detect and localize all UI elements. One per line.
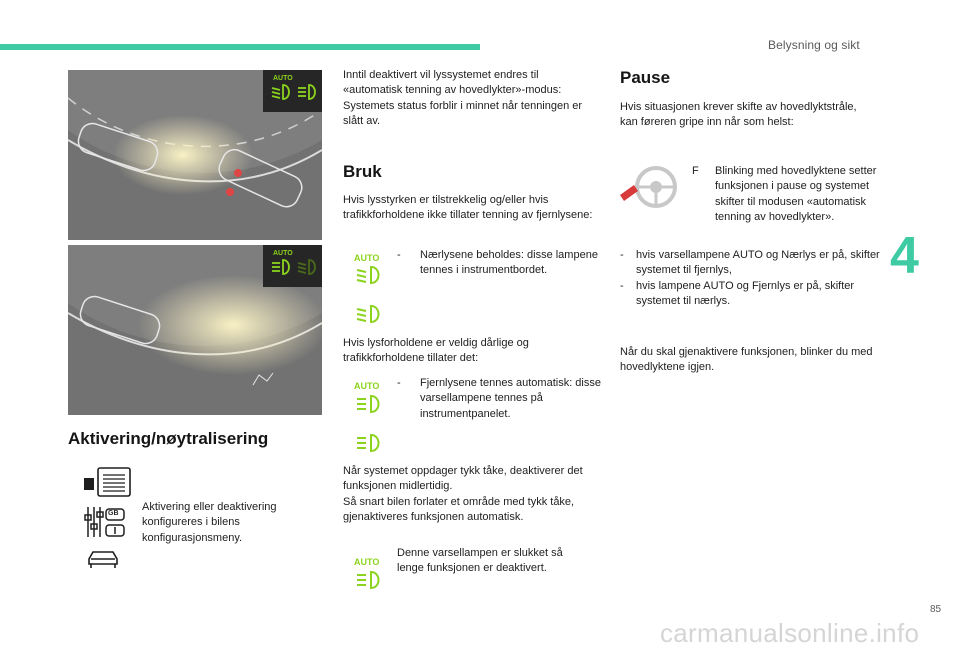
dipped-beam-icon xyxy=(271,83,293,106)
heading-activation: Aktivering/nøytralisering xyxy=(68,429,269,448)
auto-dipped-beam-lamp-icon xyxy=(354,253,384,290)
heading-bruk: Bruk xyxy=(343,162,382,181)
auto-label-3: AUTO xyxy=(354,557,380,567)
main-beam-icon xyxy=(271,258,293,281)
intro-text: Inntil deaktivert vil lyssystemet endres til «automatisk tenning av hovedlykter»-modus: Systemets status forblir i minnet når tenningen er slått av. xyxy=(343,69,583,128)
lamp-auto-label-2: AUTO xyxy=(273,250,293,257)
auto-label: AUTO xyxy=(354,253,380,263)
bruk-p2: Hvis lysforholdene er veldig dårlige og trafikkforholdene tillater det: xyxy=(343,337,529,365)
auto-main-beam-lamp-icon xyxy=(354,381,384,420)
steering-wheel-flash-icon xyxy=(618,165,684,216)
car-icon xyxy=(86,549,120,576)
bruk-p1: Hvis lysstyrken er tilstrekkelig og/eller hvis trafikkforholdene ikke tillater tenning av fjernlysene: xyxy=(343,194,593,222)
page-number: 85 xyxy=(930,604,942,615)
activation-text: Aktivering eller deaktivering konfigureres i bilens konfigurasjonsmeny. xyxy=(142,501,277,544)
auto-lamp-off-icon xyxy=(354,557,384,596)
main-beam-icon-off xyxy=(297,83,319,106)
dipped-beam-lamp-icon xyxy=(354,303,384,330)
illustration-oncoming-car xyxy=(68,70,322,240)
auto-label-2: AUTO xyxy=(354,381,380,391)
heading-pause: Pause xyxy=(620,68,671,87)
lamp-auto-label: AUTO xyxy=(273,75,293,82)
bruk-p3: Når systemet oppdager tykk tåke, deaktiverer det funksjonen midlertidig. xyxy=(343,465,583,493)
bruk-item3: Denne varsellampen er slukket så lenge funksjonen er deaktivert. xyxy=(397,547,563,575)
illustration-main-beam xyxy=(68,245,322,415)
header-accent-bar xyxy=(0,44,480,50)
dipped-beam-icon-off xyxy=(297,258,319,281)
settings-controls-icon xyxy=(84,505,128,546)
bruk-item1: - Nærlysene beholdes: disse lampene tennes i instrumentbordet. xyxy=(397,249,598,277)
bruk-item2: - Fjernlysene tennes automatisk: disse varsellampene tennes på instrumentpanelet. xyxy=(397,377,601,420)
pause-dash2: - hvis lampene AUTO og Fjernlys er på, skifter systemet til nærlys. xyxy=(620,280,855,308)
bruk-p4: Så snart bilen forlater et område med tykk tåke, gjenaktiveres funksjonen automatisk. xyxy=(343,496,575,524)
pause-bullet1: F Blinking med hovedlyktene setter funksjonen i pause og systemet skifter til modusen «automatisk tenning av hovedlykter». xyxy=(692,165,877,224)
section-title: Belysning og sikt xyxy=(768,38,860,52)
pause-dash1: - hvis varsellampene AUTO og Nærlys er på, skifter systemet til fjernlys, xyxy=(620,249,880,277)
watermark: carmanualsonline.info xyxy=(660,618,920,648)
pause-p2: Når du skal gjenaktivere funksjonen, blinker du med hovedlyktene igjen. xyxy=(620,346,873,374)
screen-menu-icon xyxy=(84,466,132,503)
chapter-number: 4 xyxy=(890,227,919,285)
gb-label: GB xyxy=(108,510,119,517)
pause-p1: Hvis situasjonen krever skifte av hovedlyktstråle, kan føreren gripe inn når som helst: xyxy=(620,101,857,129)
main-beam-lamp-icon xyxy=(354,432,384,459)
